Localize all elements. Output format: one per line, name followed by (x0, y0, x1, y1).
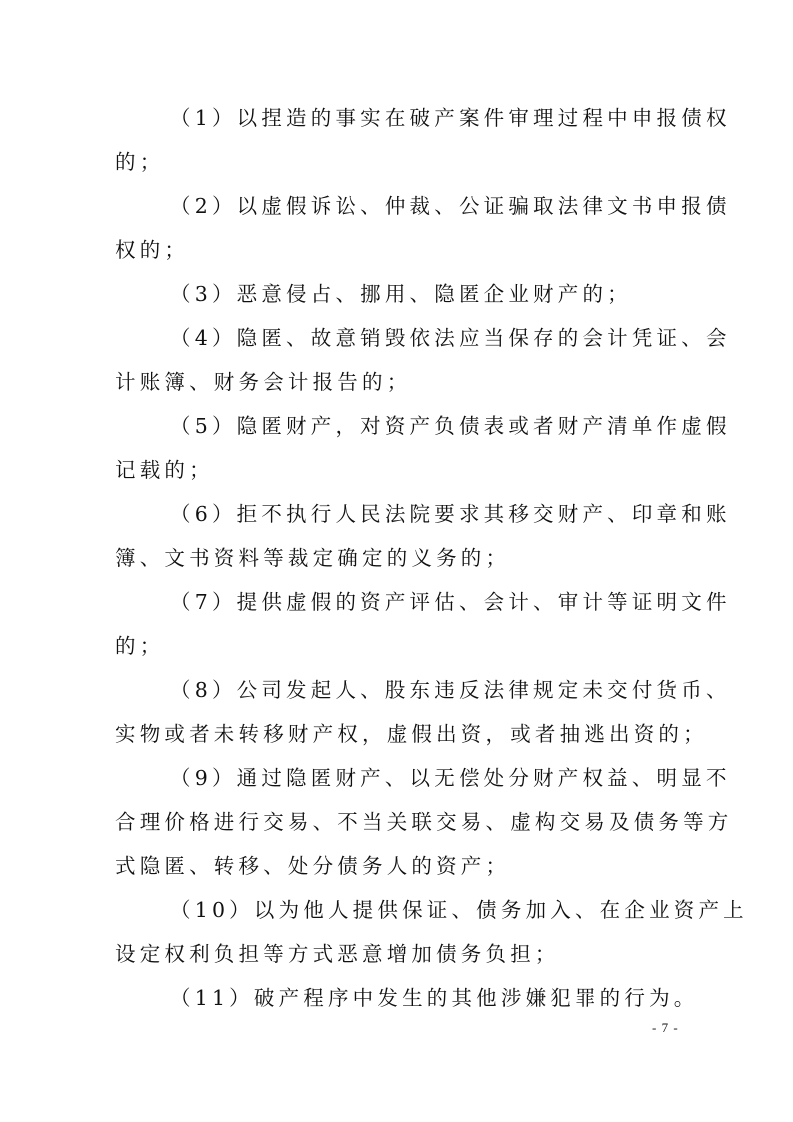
page-number: - 7 - (652, 1020, 679, 1035)
document-body (115, 96, 748, 1020)
item-8-line-1: （8）公司发起人、股东违反法律规定未交付货币、 (170, 678, 731, 702)
item-7-line-2: 的； (115, 634, 165, 658)
item-7-line-1: （7）提供虚假的资产评估、会计、审计等证明文件 (170, 590, 731, 614)
item-1-line-2: 的； (115, 150, 165, 174)
item-6-line-1: （6）拒不执行人民法院要求其移交财产、印章和账 (170, 502, 731, 526)
item-9-line-3: 式隐匿、转移、处分债务人的资产； (115, 854, 511, 878)
item-3-line-1: （3）恶意侵占、挪用、隐匿企业财产的； (170, 282, 632, 306)
item-4-line-2: 计账簿、财务会计报告的； (115, 370, 412, 394)
item-6-line-2: 簿、文书资料等裁定确定的义务的； (115, 546, 511, 570)
item-5-line-1: （5）隐匿财产，对资产负债表或者财产清单作虚假 (170, 414, 731, 438)
item-10-line-1: （10）以为他人提供保证、债务加入、在企业资产上 (170, 898, 748, 922)
item-2-line-2: 权的； (115, 238, 190, 262)
item-8-line-2: 实物或者未转移财产权，虚假出资，或者抽逃出资的； (115, 722, 708, 746)
item-11-line-1: （11）破产程序中发生的其他涉嫌犯罪的行为。 (170, 986, 699, 1010)
item-4-line-1: （4）隐匿、故意销毁依法应当保存的会计凭证、会 (170, 326, 731, 350)
item-2-line-1: （2）以虚假诉讼、仲裁、公证骗取法律文书申报债 (170, 194, 731, 218)
item-1-line-1: （1）以捏造的事实在破产案件审理过程中申报债权 (170, 106, 731, 130)
item-9-line-2: 合理价格进行交易、不当关联交易、虚构交易及债务等方 (115, 810, 733, 834)
item-5-line-2: 记载的； (115, 458, 214, 482)
item-10-line-2: 设定权利负担等方式恶意增加债务负担； (115, 942, 560, 966)
item-9-line-1: （9）通过隐匿财产、以无偿处分财产权益、明显不 (170, 766, 731, 790)
